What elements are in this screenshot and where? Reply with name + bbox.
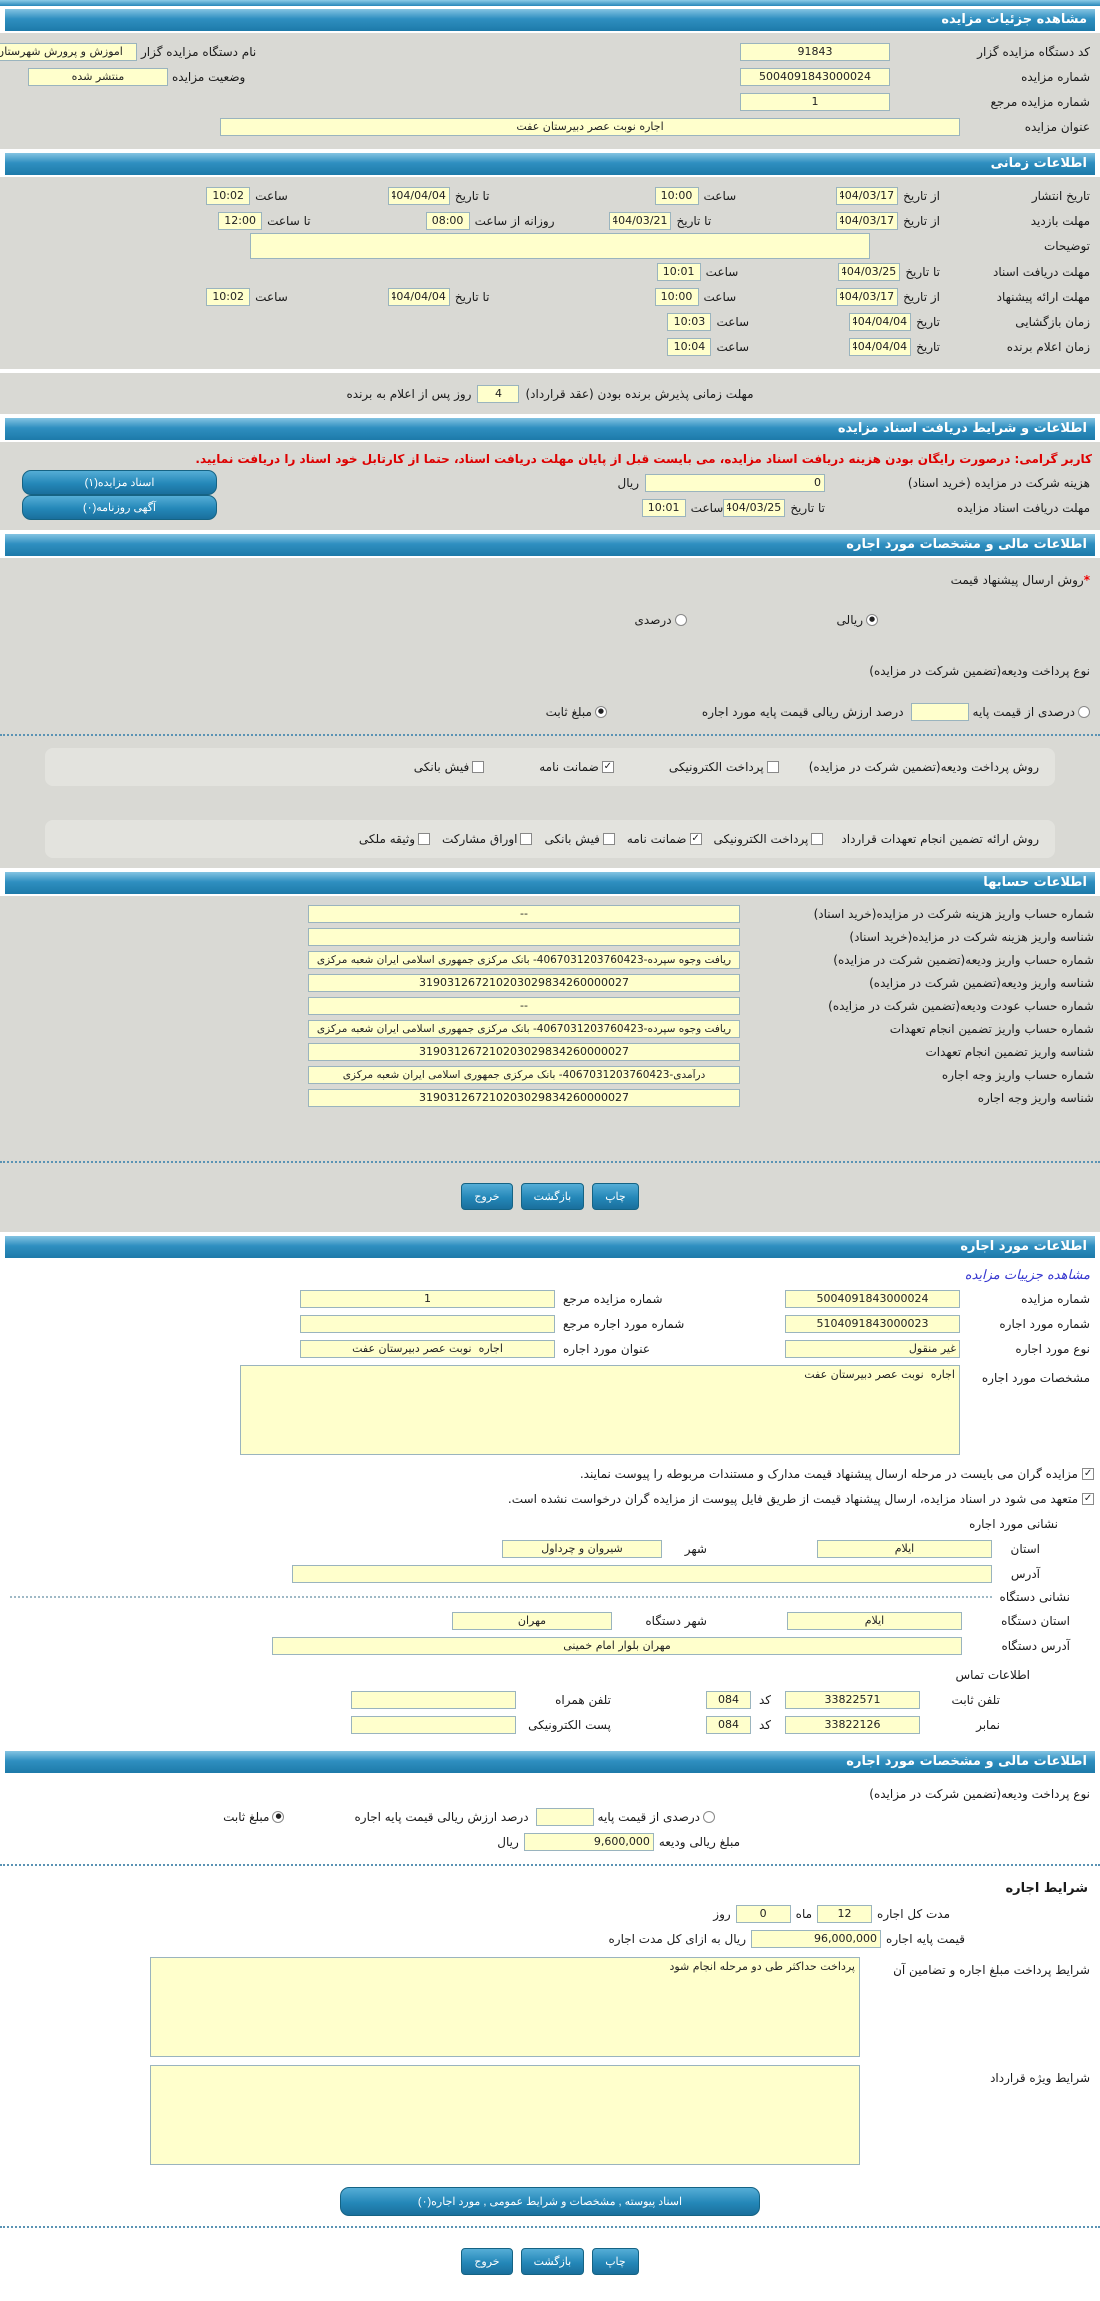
auction-title-label: عنوان مزایده: [1024, 119, 1090, 134]
participation-bonds-checkbox[interactable]: [520, 833, 532, 845]
rental-address-header: نشانی مورد اجاره: [969, 1516, 1058, 1531]
duration-months-input[interactable]: [817, 1905, 872, 1923]
auction-number-input[interactable]: [740, 68, 890, 86]
deposit-payment-method-label: روش پرداخت ودیعه(تضمین شرکت در مزایده): [808, 760, 1039, 774]
base-price-suffix-label: ریال به ازای کل مدت اجاره: [608, 1931, 747, 1946]
no-file-price-checkbox[interactable]: ✓: [1083, 1492, 1093, 1504]
phone-input[interactable]: [785, 1691, 920, 1709]
city-input[interactable]: [502, 1540, 662, 1558]
publish-to-date-input[interactable]: [388, 187, 450, 205]
divider: [0, 2226, 1100, 2228]
total-duration-label: مدت کل اجاره: [877, 1906, 950, 1921]
fax-label: نمابر: [976, 1717, 1000, 1732]
view-auction-details-link[interactable]: مشاهده جزییات مزایده: [964, 1267, 1090, 1283]
section-header-accounts: اطلاعات حسابها: [5, 872, 1095, 894]
province-input[interactable]: [817, 1540, 992, 1558]
deposit-payment-type-label-2: نوع پرداخت ودیعه(تضمین شرکت در مزایده): [869, 1786, 1090, 1801]
docs-deadline-time-input[interactable]: [642, 499, 686, 517]
middle-button-bar: [0, 1173, 1100, 1222]
docs-receipt-deadline-label: مهلت دریافت اسناد: [992, 264, 1090, 279]
financial-panel-1: [0, 558, 1100, 868]
rental-item-panel: [0, 1260, 1100, 1747]
email-input[interactable]: [351, 1716, 516, 1734]
rent-payment-id-input[interactable]: [308, 1089, 740, 1107]
auction-number-label-2: شماره مزایده: [1021, 1291, 1090, 1306]
property-collateral-label: وثیقه ملکی: [358, 832, 416, 846]
province-label: استان: [1010, 1541, 1040, 1556]
device-address-header: نشانی دستگاه: [999, 1590, 1070, 1604]
rental-item-spec-textarea[interactable]: [240, 1365, 960, 1455]
auction-number-input-2[interactable]: [785, 1290, 960, 1308]
obligation-guarantee-account-label: شماره حساب واریز تضمین انجام تعهدات: [889, 1021, 1094, 1036]
winner-announce-time-input[interactable]: [667, 338, 711, 356]
top-window-strip: [0, 0, 1100, 6]
to-date-label: تا تاریخ: [454, 188, 490, 203]
hour-label: ساعت: [703, 188, 737, 203]
from-date-label: از تاریخ: [903, 213, 940, 228]
contract-bank-receipt-checkbox[interactable]: [603, 833, 615, 845]
bank-receipt-checkbox[interactable]: [472, 761, 484, 773]
offer-deadline-label: مهلت ارائه پیشنهاد: [996, 289, 1090, 304]
address-input[interactable]: [292, 1565, 992, 1583]
property-collateral-checkbox[interactable]: [418, 833, 430, 845]
auction-ref-number-label: شماره مزایده مرجع: [990, 94, 1090, 109]
contract-guarantee-letter-label: ضمانت نامه: [626, 832, 687, 846]
participation-bonds-label: اوراق مشارکت: [442, 832, 518, 846]
fee-deposit-account-label: شماره حساب واریز هزینه شرکت در مزایده(خرید اسناد): [813, 906, 1094, 921]
percent-of-base-radio[interactable]: [1078, 706, 1090, 718]
contact-info-header: اطلاعات تماس: [955, 1667, 1030, 1682]
financial-panel-2: [0, 1775, 1100, 2297]
notes-label: توضیحات: [1043, 239, 1090, 253]
free-docs-warning-text: کاربر گرامی: درصورت رایگان بودن هزینه دریافت اسناد مزایده، می بایست قبل از پایان مهلت دریافت اسناد، حتما از کارتابل خود اسناد را دریافت نمایید.: [195, 452, 1092, 466]
winner-announce-date-input[interactable]: [849, 338, 911, 356]
publish-from-date-input[interactable]: [836, 187, 898, 205]
payment-conditions-label: شرایط پرداخت مبلغ اجاره و تضامین آن: [893, 1963, 1090, 1977]
winner-acceptance-suffix-label: روز پس از اعلام به برنده: [346, 386, 472, 401]
auction-status-label: وضعیت مزایده: [172, 69, 246, 84]
print-button[interactable]: چاپ: [592, 1183, 639, 1210]
fee-deposit-account-input[interactable]: [308, 905, 740, 923]
rental-item-number-label: شماره مورد اجاره: [999, 1316, 1090, 1331]
deposit-return-account-input[interactable]: [308, 997, 740, 1015]
base-price-input[interactable]: [751, 1930, 881, 1948]
bottom-button-bar: [0, 2238, 1100, 2287]
daily-from-hour-label: روزانه از ساعت: [474, 213, 555, 228]
docs-receipt-to-date-input[interactable]: [838, 263, 900, 281]
payment-conditions-textarea[interactable]: [150, 1957, 860, 2057]
rent-payment-id-label: شناسه واریز وجه اجاره: [977, 1090, 1094, 1105]
rental-item-ref-label: شماره مورد اجاره مرجع: [563, 1316, 685, 1331]
device-address-label: آدرس دستگاه: [1001, 1638, 1070, 1653]
hour-label: ساعت: [705, 264, 739, 279]
rial-radio[interactable]: ●: [866, 614, 878, 626]
to-date-label: تا تاریخ: [676, 213, 712, 228]
docs-deadline-label: مهلت دریافت اسناد مزایده: [956, 500, 1090, 515]
percent-of-base-suffix-label: درصد ارزش ریالی قیمت پایه مورد اجاره: [701, 704, 904, 719]
visit-daily-to-time-input[interactable]: [218, 212, 262, 230]
opening-time-label: زمان بازگشایی: [1015, 314, 1090, 329]
hour-label: ساعت: [690, 500, 724, 515]
date-label: تاریخ: [916, 314, 940, 329]
fixed-amount-label: مبلغ ثابت: [545, 704, 592, 719]
rental-item-type-input[interactable]: [785, 1340, 960, 1358]
auction-ref-number-input[interactable]: [740, 93, 890, 111]
guarantee-letter-label: ضمانت نامه: [539, 760, 599, 774]
rent-payment-account-label: شماره حساب واریز وجه اجاره: [941, 1067, 1094, 1082]
print-button-bottom[interactable]: چاپ: [592, 2248, 639, 2275]
auction-number-label: شماره مزایده: [1021, 69, 1090, 84]
winner-acceptance-days-input[interactable]: [477, 385, 519, 403]
auctioneer-name-label: نام دستگاه مزایده گزار: [141, 44, 257, 59]
obligation-guarantee-id-label: شناسه واریز تضمین انجام تعهدات: [925, 1044, 1094, 1059]
account-row: [0, 902, 1100, 925]
device-province-label: استان دستگاه: [1001, 1613, 1070, 1628]
email-label: پست الکترونیکی: [528, 1717, 611, 1732]
special-contract-conditions-textarea[interactable]: [150, 2065, 860, 2165]
contract-guarantee-method-label: روش ارائه تضمین انجام تعهدات قرارداد: [841, 832, 1039, 846]
docs-conditions-panel: [0, 442, 1100, 530]
day-unit-label: روز: [713, 1906, 731, 1921]
account-row: [0, 1086, 1100, 1109]
percent-of-base-radio-2[interactable]: [703, 1811, 715, 1823]
duration-days-input[interactable]: [736, 1905, 791, 1923]
offer-to-date-input[interactable]: [388, 288, 450, 306]
mobile-input[interactable]: [351, 1691, 516, 1709]
attach-documents-checkbox[interactable]: ✓: [1083, 1467, 1093, 1479]
rental-item-number-input[interactable]: [785, 1315, 960, 1333]
auction-ref-input-2[interactable]: [300, 1290, 555, 1308]
auctioneer-code-input[interactable]: [740, 43, 890, 61]
section-header-auction-details: مشاهده جزئیات مزایده: [5, 9, 1095, 31]
area-code-label: کد: [758, 1692, 771, 1707]
auction-status-input[interactable]: [28, 68, 168, 86]
device-address-input[interactable]: [272, 1637, 962, 1655]
auction-title-input[interactable]: [220, 118, 960, 136]
device-province-input[interactable]: [787, 1612, 962, 1630]
percent-of-base-label: درصدی از قیمت پایه: [972, 704, 1075, 719]
area-code-label: کد: [758, 1717, 771, 1732]
obligation-guarantee-id-input[interactable]: [308, 1043, 740, 1061]
fax-area-code-input[interactable]: [706, 1716, 751, 1734]
publish-from-time-input[interactable]: [655, 187, 699, 205]
divider: [10, 1596, 992, 1598]
attached-docs-specs-button[interactable]: اسناد پیوسته , مشخصات و شرایط عمومی , مورد اجاره(۰): [340, 2187, 760, 2216]
deposit-payment-method-group: [45, 748, 1055, 786]
electronic-payment-label: پرداخت الکترونیکی: [668, 760, 764, 774]
percent-of-base-input[interactable]: [911, 703, 969, 721]
percent-of-base-label-2: درصدی از قیمت پایه: [597, 1809, 700, 1824]
percent-radio[interactable]: [675, 614, 687, 626]
newspaper-ads-button[interactable]: آگهی روزنامه(۰): [22, 495, 217, 520]
contract-electronic-payment-checkbox[interactable]: [811, 833, 823, 845]
rental-item-spec-label: مشخصات مورد اجاره: [981, 1371, 1090, 1385]
address-label: آدرس: [1010, 1566, 1040, 1581]
account-row: [0, 994, 1100, 1017]
guarantee-deposit-id-label: شناسه واریز ودیعه(تضمین شرکت در مزایده): [869, 975, 1094, 990]
notes-input[interactable]: [250, 233, 870, 259]
percent-of-base-input-2[interactable]: [536, 1808, 594, 1826]
mobile-label: تلفن همراه: [555, 1692, 611, 1707]
section-header-docs-conditions: اطلاعات و شرایط دریافت اسناد مزایده: [5, 418, 1095, 440]
deposit-payment-type-label: نوع پرداخت ودیعه(تضمین شرکت در مزایده): [869, 663, 1090, 678]
to-date-label: تا تاریخ: [905, 264, 940, 279]
attach-documents-label: مزایده گران می بایست در مرحله ارسال پیشنهاد قیمت مدارک و مستندات مربوطه را پیوست نمایند.: [579, 1466, 1078, 1481]
offer-from-time-input[interactable]: [655, 288, 699, 306]
hour-label: ساعت: [255, 188, 288, 203]
account-row: [0, 925, 1100, 948]
device-city-input[interactable]: [452, 1612, 612, 1630]
bank-receipt-label: فیش بانکی: [413, 760, 470, 774]
account-row: [0, 948, 1100, 971]
fee-deposit-id-label: شناسه واریز هزینه شرکت در مزایده(خرید اسناد): [849, 929, 1094, 944]
hour-label: ساعت: [255, 289, 288, 304]
to-date-label: تا تاریخ: [790, 500, 825, 515]
auction-details-panel: [0, 33, 1100, 149]
contract-guarantee-method-group: [45, 820, 1055, 858]
docs-deadline-date-input[interactable]: [723, 499, 785, 517]
winner-acceptance-deadline-label: مهلت زمانی پذیرش برنده بودن (عقد قرارداد): [525, 386, 754, 401]
auction-docs-button[interactable]: اسناد مزایده(۱): [22, 470, 217, 495]
section-header-rental-item: اطلاعات مورد اجاره: [5, 1236, 1095, 1258]
rental-item-ref-input[interactable]: [300, 1315, 555, 1333]
device-city-label: شهر دستگاه: [645, 1613, 707, 1628]
offer-to-time-input[interactable]: [206, 288, 250, 306]
hour-label: ساعت: [716, 339, 750, 354]
publish-to-time-input[interactable]: [206, 187, 250, 205]
deposit-return-account-label: شماره حساب عودت ودیعه(تضمین شرکت در مزایده): [828, 998, 1094, 1013]
participation-fee-label: هزینه شرکت در مزایده (خرید اسناد): [907, 475, 1090, 490]
area-code-input[interactable]: [706, 1691, 751, 1709]
auctioneer-code-label: کد دستگاه مزایده گزار: [977, 44, 1090, 59]
docs-receipt-to-time-input[interactable]: [657, 263, 701, 281]
rental-item-title-input[interactable]: [300, 1340, 555, 1358]
section-header-timing: اطلاعات زمانی: [5, 153, 1095, 175]
back-button[interactable]: بازگشت: [521, 1183, 585, 1210]
back-button-bottom[interactable]: بازگشت: [521, 2248, 585, 2275]
visit-to-date-input[interactable]: [609, 212, 671, 230]
rental-item-title-label: عنوان مورد اجاره: [563, 1341, 651, 1356]
from-date-label: از تاریخ: [903, 188, 940, 203]
obligation-guarantee-account-input[interactable]: [308, 1020, 740, 1038]
percent-of-base-suffix-label-2: درصد ارزش ریالی قیمت پایه اجاره: [354, 1809, 529, 1824]
deposit-amount-input[interactable]: [524, 1833, 654, 1851]
electronic-payment-checkbox[interactable]: [767, 761, 779, 773]
section-header-financial-1: اطلاعات مالی و مشخصات مورد اجاره: [5, 534, 1095, 556]
account-row: [0, 1040, 1100, 1063]
publish-date-label: تاریخ انتشار: [1031, 188, 1090, 203]
required-asterisk: *: [1083, 572, 1090, 587]
base-price-label: قیمت پایه اجاره: [886, 1931, 965, 1946]
account-row: [0, 1063, 1100, 1086]
exit-button-bottom[interactable]: خروج: [461, 2248, 512, 2275]
opening-time-input[interactable]: [667, 313, 711, 331]
opening-date-input[interactable]: [849, 313, 911, 331]
fax-input[interactable]: [785, 1716, 920, 1734]
rial-unit-label: ریال: [617, 475, 639, 490]
rental-item-type-label: نوع مورد اجاره: [1015, 1341, 1090, 1356]
guarantee-deposit-account-label: شماره حساب واریز ودیعه(تضمین شرکت در مزایده): [833, 952, 1094, 967]
fixed-amount-radio-2[interactable]: ●: [272, 1811, 284, 1823]
guarantee-deposit-account-input[interactable]: [308, 951, 740, 969]
visit-deadline-label: مهلت بازدید: [1030, 213, 1090, 228]
auction-ref-label-2: شماره مزایده مرجع: [563, 1291, 663, 1306]
exit-button[interactable]: خروج: [461, 1183, 512, 1210]
winner-announce-label: زمان اعلام برنده: [1006, 339, 1090, 354]
rent-payment-account-input[interactable]: [308, 1066, 740, 1084]
offer-from-date-input[interactable]: [836, 288, 898, 306]
deposit-amount-label: مبلغ ریالی ودیعه: [658, 1834, 740, 1849]
contract-electronic-payment-label: پرداخت الکترونیکی: [713, 832, 809, 846]
special-contract-conditions-label: شرایط ویژه قرارداد: [990, 2071, 1090, 2085]
accounts-panel: [0, 896, 1100, 1232]
guarantee-letter-checkbox[interactable]: ✓: [603, 761, 613, 772]
date-label: تاریخ: [916, 339, 940, 354]
hour-label: ساعت: [703, 289, 737, 304]
auctioneer-name-input[interactable]: [0, 43, 137, 61]
no-file-price-label: متعهد می شود در اسناد مزایده، ارسال پیشنهاد قیمت از طریق فایل پیوست از مزایده گران درخواست نشده است.: [507, 1491, 1078, 1506]
account-row: [0, 1017, 1100, 1040]
rent-conditions-header: شرایط اجاره: [1005, 1881, 1088, 1896]
timing-panel: [0, 177, 1100, 369]
divider: [0, 1161, 1100, 1163]
contract-guarantee-letter-checkbox[interactable]: ✓: [691, 833, 700, 844]
fee-deposit-id-input[interactable]: [308, 928, 740, 946]
section-header-financial-2: اطلاعات مالی و مشخصات مورد اجاره: [5, 1751, 1095, 1773]
participation-fee-input[interactable]: [645, 474, 825, 492]
acceptance-panel: [0, 373, 1100, 414]
percent-radio-label: درصدی: [634, 612, 672, 627]
city-label: شهر: [684, 1541, 707, 1556]
fixed-amount-radio[interactable]: ●: [595, 706, 607, 718]
to-hour-label: تا ساعت: [267, 213, 311, 228]
price-send-method-label: روش ارسال پیشنهاد قیمت: [950, 572, 1084, 587]
to-date-label: تا تاریخ: [454, 289, 490, 304]
from-date-label: از تاریخ: [903, 289, 940, 304]
rial-radio-label: ریالی: [836, 612, 863, 627]
account-row: [0, 971, 1100, 994]
divider: [0, 1864, 1100, 1866]
visit-from-date-input[interactable]: [836, 212, 898, 230]
visit-daily-from-time-input[interactable]: [426, 212, 470, 230]
month-unit-label: ماه: [795, 1906, 813, 1921]
guarantee-deposit-id-input[interactable]: [308, 974, 740, 992]
rial-unit-label: ریال: [497, 1834, 519, 1849]
divider: [0, 734, 1100, 736]
contract-bank-receipt-label: فیش بانکی: [544, 832, 600, 846]
phone-label: تلفن ثابت: [951, 1692, 1000, 1707]
fixed-amount-label-2: مبلغ ثابت: [223, 1809, 270, 1824]
hour-label: ساعت: [716, 314, 750, 329]
